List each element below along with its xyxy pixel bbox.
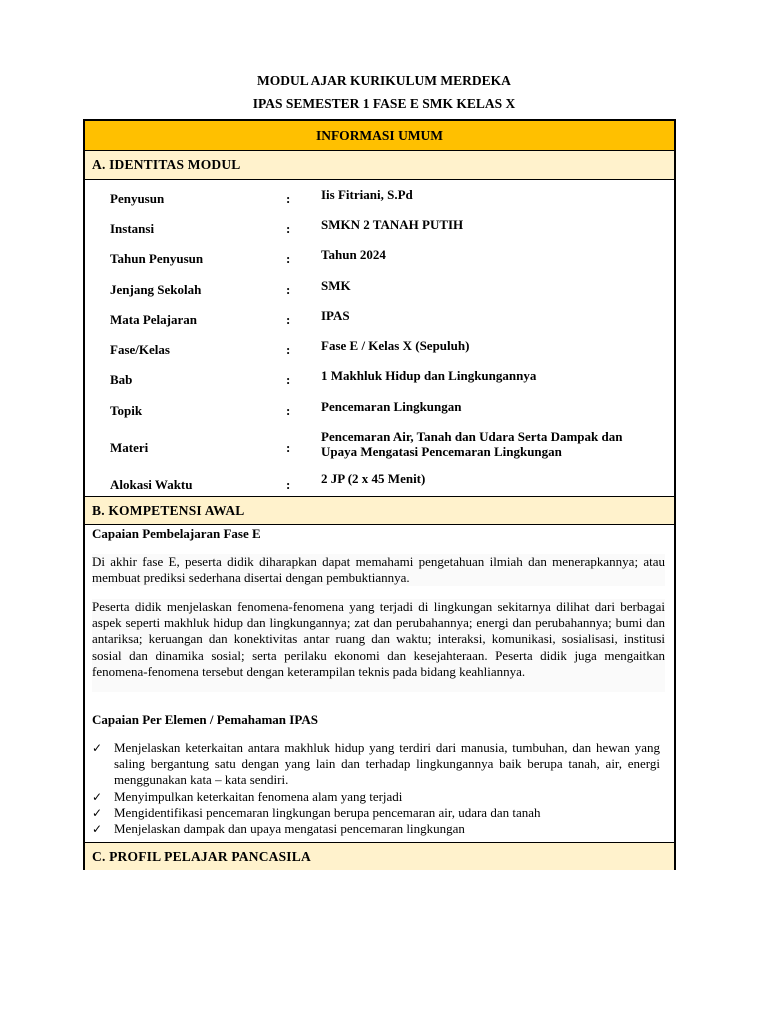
identity-label: Jenjang Sekolah bbox=[110, 282, 202, 297]
check-icon: ✓ bbox=[92, 822, 103, 837]
identity-row-instansi bbox=[85, 217, 674, 241]
identity-value: Iis Fitriani, S.Pd bbox=[321, 187, 413, 202]
list-item bbox=[90, 805, 660, 821]
cp-paragraph-1: Di akhir fase E, peserta didik diharapkan dapat memahami pengetahuan ilmiah dan menerapkannya; atau membuat prediksi sederhana disertai dengan pembuktiannya. bbox=[92, 554, 665, 586]
identity-label: Materi bbox=[110, 440, 149, 455]
document-title: MODUL AJAR KURIKULUM MERDEKA bbox=[257, 73, 511, 88]
identity-value: IPAS bbox=[321, 308, 350, 323]
cp-paragraph-2: Peserta didik menjelaskan fenomena-fenomena yang terjadi di lingkungan sekitarnya dilihat dari berbagai aspek seperti makhluk hidup dan lingkungannya; zat dan perubahannya; energi dan perubahannya; bumi dan antariksa; keruangan dan konektivitas antar ruang dan waktu; interaksi, komunikasi, sosialisasi, institusi sosial dan dinamika sosial; serta perilaku ekonomi dan kesejahteraan. Peserta didik juga mengaitkan fenomena-fenomena tersebut dengan keterampilan teknis pada bidang keahliannya. bbox=[92, 599, 665, 692]
cp-heading: Capaian Pembelajaran Fase E bbox=[92, 526, 261, 541]
identity-row-fase bbox=[85, 338, 674, 362]
identity-label: Fase/Kelas bbox=[110, 342, 170, 357]
section-a-header: A. IDENTITAS MODUL bbox=[85, 151, 674, 180]
identity-value: SMKN 2 TANAH PUTIH bbox=[321, 217, 464, 232]
identity-row-jenjang bbox=[85, 278, 674, 302]
identity-value: 2 JP (2 x 45 Menit) bbox=[321, 471, 426, 486]
identity-row-topik bbox=[85, 399, 674, 423]
identity-label: Mata Pelajaran bbox=[110, 312, 198, 327]
section-b-header: B. KOMPETENSI AWAL bbox=[85, 496, 674, 525]
list-item-text: Menyimpulkan keterkaitan fenomena alam yang terjadi bbox=[114, 788, 403, 804]
identity-label: Topik bbox=[110, 403, 143, 418]
identity-label: Tahun Penyusun bbox=[110, 251, 204, 266]
identity-value: Fase E / Kelas X (Sepuluh) bbox=[321, 338, 470, 353]
identity-label: Instansi bbox=[110, 221, 155, 236]
identity-colon: : bbox=[286, 251, 291, 266]
check-icon: ✓ bbox=[92, 805, 103, 820]
identity-row-mapel bbox=[85, 308, 674, 332]
identity-label: Bab bbox=[110, 372, 133, 387]
list-item bbox=[90, 740, 660, 789]
identity-colon: : bbox=[286, 282, 291, 297]
identity-row-materi bbox=[85, 429, 674, 460]
module-info-table bbox=[83, 119, 676, 870]
list-item bbox=[90, 789, 660, 805]
elemen-heading: Capaian Per Elemen / Pemahaman IPAS bbox=[92, 712, 318, 727]
identity-colon: : bbox=[286, 372, 291, 387]
identity-colon: : bbox=[286, 440, 291, 455]
document-subtitle: IPAS SEMESTER 1 FASE E SMK KELAS X bbox=[252, 96, 516, 111]
identity-value: Tahun 2024 bbox=[321, 247, 386, 262]
identity-label: Alokasi Waktu bbox=[110, 477, 193, 492]
identity-row-bab bbox=[85, 368, 674, 392]
identity-colon: : bbox=[286, 312, 291, 327]
info-header: INFORMASI UMUM bbox=[85, 121, 674, 151]
identity-label: Penyusun bbox=[110, 191, 165, 206]
list-item-text: Mengidentifikasi pencemaran lingkungan berupa pencemaran air, udara dan tanah bbox=[114, 804, 541, 820]
identity-colon: : bbox=[286, 403, 291, 418]
section-c-header: C. PROFIL PELAJAR PANCASILA bbox=[85, 842, 674, 870]
list-item bbox=[90, 821, 660, 837]
check-icon: ✓ bbox=[92, 789, 103, 804]
identity-value: Pencemaran Lingkungan bbox=[321, 399, 462, 414]
check-icon: ✓ bbox=[92, 741, 103, 755]
identity-value: SMK bbox=[321, 278, 351, 293]
identity-row-penyusun bbox=[85, 187, 674, 211]
list-item-text: Menjelaskan keterkaitan antara makhluk hidup yang terdiri dari manusia, tumbuhan, dan hewan yang saling bergantung satu dengan yang lain dan terhadap lingkungannya baik berupa tanah, air, energi menggunakan kata – kata sendiri. bbox=[114, 740, 660, 788]
identity-colon: : bbox=[286, 477, 291, 492]
identity-row-alokasi bbox=[85, 471, 674, 497]
identity-colon: : bbox=[286, 342, 291, 357]
identity-value: Pencemaran Air, Tanah dan Udara Serta Dampak dan Upaya Mengatasi Pencemaran Lingkungan bbox=[321, 429, 623, 459]
elemen-bullet-list bbox=[90, 740, 660, 837]
identity-colon: : bbox=[286, 191, 291, 206]
identity-row-tahun bbox=[85, 247, 674, 271]
list-item-text: Menjelaskan dampak dan upaya mengatasi pencemaran lingkungan bbox=[114, 821, 465, 837]
identity-value: 1 Makhluk Hidup dan Lingkungannya bbox=[321, 368, 537, 383]
identity-colon: : bbox=[286, 221, 291, 236]
